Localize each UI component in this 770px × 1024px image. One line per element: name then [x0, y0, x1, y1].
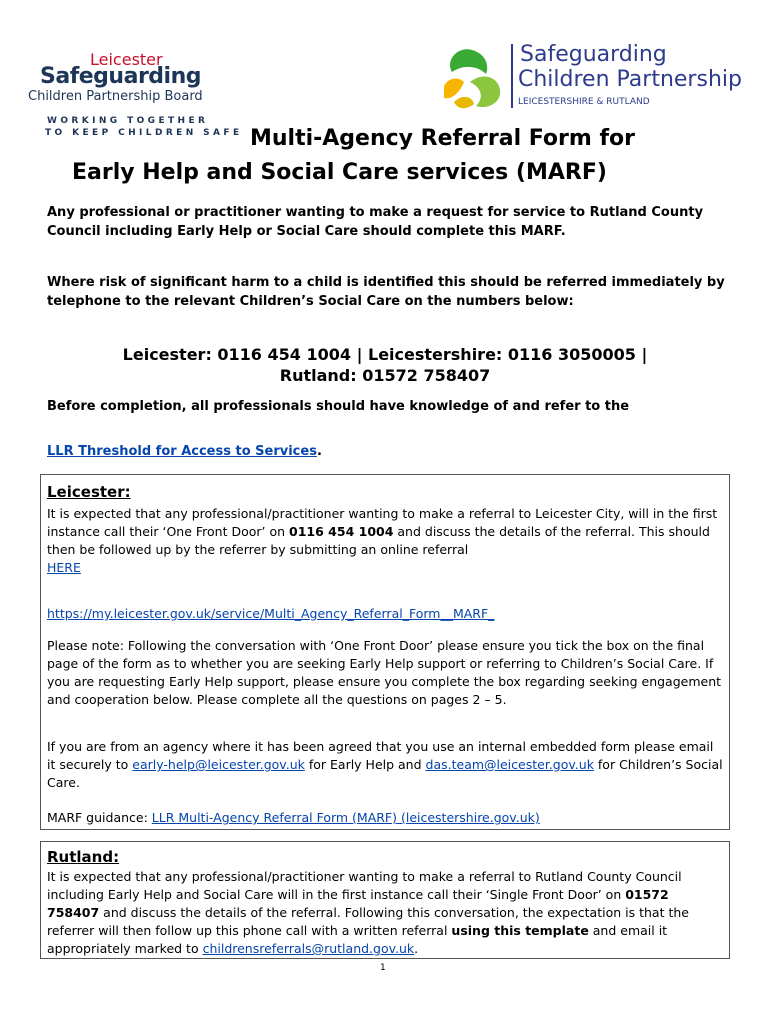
threshold-line	[47, 442, 727, 461]
marf-guidance-line	[47, 809, 723, 827]
logo-left-sub: Children Partnership Board	[28, 89, 203, 104]
leicester-section	[40, 474, 730, 830]
leicester-p3-c: for Children’s Social Care.	[47, 757, 723, 790]
logo-left-tagline-2: TO KEEP CHILDREN SAFE	[45, 128, 243, 138]
logo-left-tagline-1: WORKING TOGETHER	[47, 116, 209, 126]
logo-right-line-3: LEICESTERSHIRE & RUTLAND	[518, 97, 650, 107]
rutland-p1-b: and discuss the details of the referral. Following this conversation, the expectation is that the referrer will then follow up this phone call with a written referral	[47, 905, 689, 938]
leicester-p1-a: It is expected that any professional/practitioner wanting to make a referral to Leicester City, will in the first instance call their ‘One Front Door’ on	[47, 506, 718, 539]
phone-numbers-line-1: Leicester: 0116 454 1004 | Leicestershire: 0116 3050005 |	[122, 345, 648, 364]
leicester-heading: Leicester:	[47, 483, 131, 501]
rutland-paragraph-1	[47, 868, 723, 958]
logo-right-divider	[511, 44, 513, 108]
threshold-end: .	[316, 444, 322, 459]
logo-left-name: Safeguarding	[40, 64, 201, 89]
logo-right-line-2: Children Partnership	[518, 67, 742, 92]
rutland-template-bold: using this template	[451, 923, 589, 938]
leicester-p3-a: If you are from an agency where it has been agreed that you use an internal embedded form please email it securely to	[47, 739, 714, 772]
logo-right-line-1: Safeguarding	[520, 42, 667, 67]
rutland-p1-a: It is expected that any professional/practitioner wanting to make a referral to Rutland County Council including Early Help and Social Care will in the first instance call their ‘Single Front Door’ on	[47, 869, 682, 902]
leicester-paragraph-3	[47, 738, 723, 792]
rutland-section	[40, 841, 730, 959]
marf-guidance-label: MARF guidance:	[47, 810, 152, 825]
leicester-paragraph-2: Please note: Following the conversation with ‘One Front Door’ please ensure you tick the box on the final page of the form as to whether you are seeking Early Help support or referring to Children’s Social Care. If you are requesting Early Help support, please ensure you complete the box regarding seeking engagement and cooperation below. Please complete all the questions on pages 2 – 5.	[47, 638, 722, 707]
rutland-phone: 01572 758407	[47, 887, 669, 920]
page-number: 1	[380, 963, 386, 973]
leicester-referral-url[interactable]: https://my.leicester.gov.uk/service/Multi_Agency_Referral_Form__MARF_	[47, 606, 495, 621]
intro-paragraph-3: Before completion, all professionals should have knowledge of and refer to the	[47, 399, 630, 414]
rutland-email-link[interactable]: childrensreferrals@rutland.gov.uk	[202, 941, 415, 956]
marf-guidance-link[interactable]: LLR Multi-Agency Referral Form (MARF) (leicestershire.gov.uk)	[151, 810, 540, 825]
page-title-line-2: Early Help and Social Care services (MARF)	[72, 160, 607, 185]
phone-numbers-line-2: Rutland: 01572 758407	[279, 366, 491, 385]
das-team-email-link[interactable]: das.team@leicester.gov.uk	[425, 757, 594, 772]
leicester-paragraph-1	[47, 505, 723, 577]
intro-paragraph-1: Any professional or practitioner wanting to make a request for service to Rutland County Council including Early Help or Social Care should complete this MARF.	[47, 205, 704, 239]
hands-logo-icon	[440, 42, 502, 112]
rutland-p1-end: .	[414, 941, 419, 956]
page-title-line-1: Multi-Agency Referral Form for	[250, 126, 635, 151]
threshold-link[interactable]: LLR Threshold for Access to Services	[47, 444, 317, 459]
here-link[interactable]: HERE	[47, 560, 81, 575]
leicester-url-line	[47, 605, 723, 623]
leicester-p1-b: and discuss the details of the referral. This should then be followed up by the referrer by submitting an online referral	[47, 524, 710, 557]
logo-left-city: Leicester	[90, 50, 163, 69]
rutland-p1-c: and email it appropriately marked to	[47, 923, 668, 956]
leicester-p3-b: for Early Help and	[304, 757, 426, 772]
intro-paragraph-2: Where risk of significant harm to a child is identified this should be referred immediately by telephone to the relevant Children’s Social Care on the numbers below:	[47, 275, 725, 309]
early-help-email-link[interactable]: early-help@leicester.gov.uk	[132, 757, 305, 772]
rutland-heading: Rutland:	[47, 848, 120, 866]
leicester-phone: 0116 454 1004	[289, 524, 394, 539]
